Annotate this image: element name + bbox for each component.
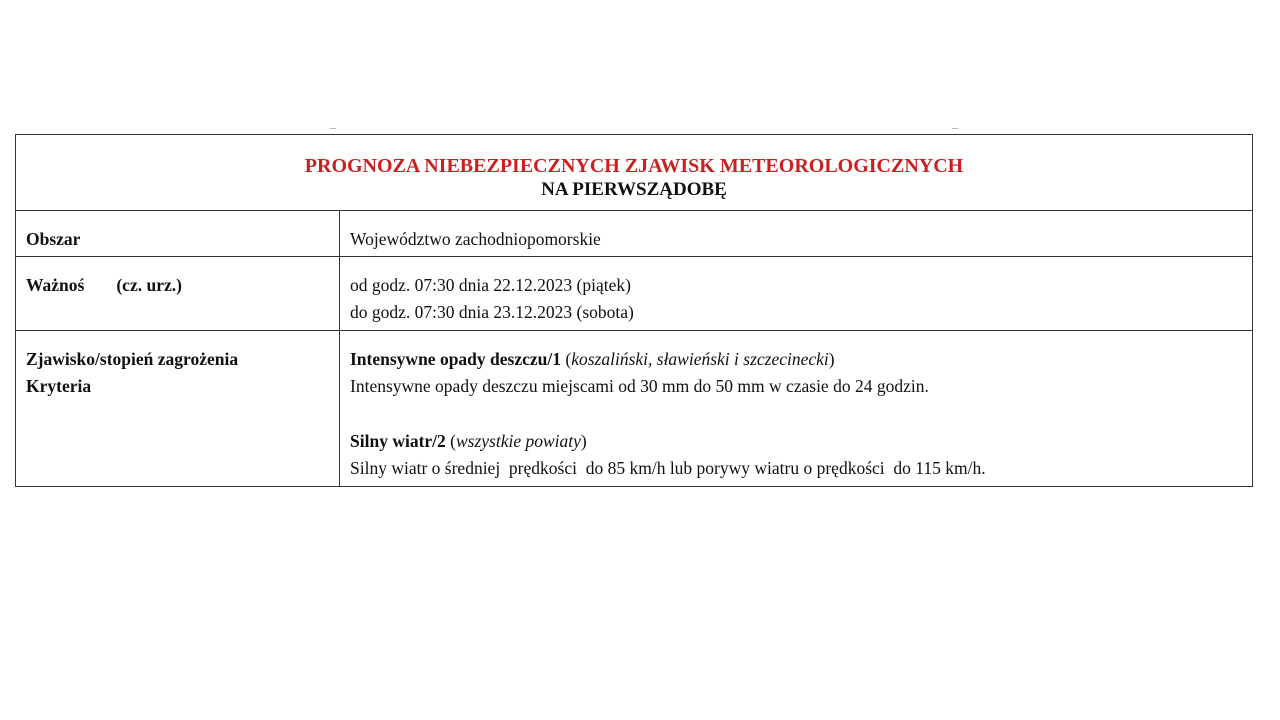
phenomenon-heading [340,428,1252,455]
phenomenon-name: Intensywne opady deszczu/1 [350,349,561,369]
validity-to: do godz. 07:30 dnia 23.12.2023 (sobota) [350,302,634,322]
table-row-validity [16,257,1253,331]
validity-label-cell [16,257,340,331]
phenomena-label: Zjawisko/stopień zagrożenia [26,349,239,369]
area-label-cell [16,211,340,257]
phenomenon-heading [340,331,1252,373]
phenomenon-counties: wszystkie powiaty [455,431,581,451]
paren-open: ( [450,431,456,451]
paren-open: ( [565,349,572,369]
area-value: Województwo zachodniopomorskie [350,229,601,249]
validity-label-note: (cz. urz.) [116,275,182,295]
phenomena-value-cell [340,331,1253,487]
area-label: Obszar [26,229,81,249]
table-row-area [16,211,1253,257]
validity-from: od godz. 07:30 dnia 22.12.2023 (piątek) [350,275,631,295]
validity-label-line [16,257,339,299]
validity-label: Ważnoś [26,275,85,295]
header-cell [16,135,1253,211]
forecast-table [15,134,1253,487]
scan-artifact-mark [330,128,336,133]
phenomena-label-cell [16,331,340,487]
criteria-label: Kryteria [26,376,92,396]
header-row [16,135,1253,211]
paren-close: ) [828,349,835,369]
phenomenon-counties: koszaliński, sławieński i szczecinecki [571,349,829,369]
forecast-subtitle: NA PIERWSZĄDOBĘ [541,179,727,200]
paren-close: ) [580,431,587,451]
forecast-title: PROGNOZA NIEBEZPIECZNYCH ZJAWISK METEOROLOGICZNYCH [304,155,964,177]
phenomenon-description: Intensywne opady deszczu miejscami od 30 mm do 50 mm w czasie do 24 godzin. [350,376,929,396]
scan-artifact-mark [952,128,958,133]
validity-value-cell [340,257,1253,331]
phenomenon-description: Silny wiatr o średniej prędkości do 85 km/h lub porywy wiatru o prędkości do 115 km/h. [350,458,986,478]
area-value-cell [340,211,1253,257]
phenomenon-name: Silny wiatr/2 [350,431,446,451]
table-row-phenomena [16,331,1253,487]
